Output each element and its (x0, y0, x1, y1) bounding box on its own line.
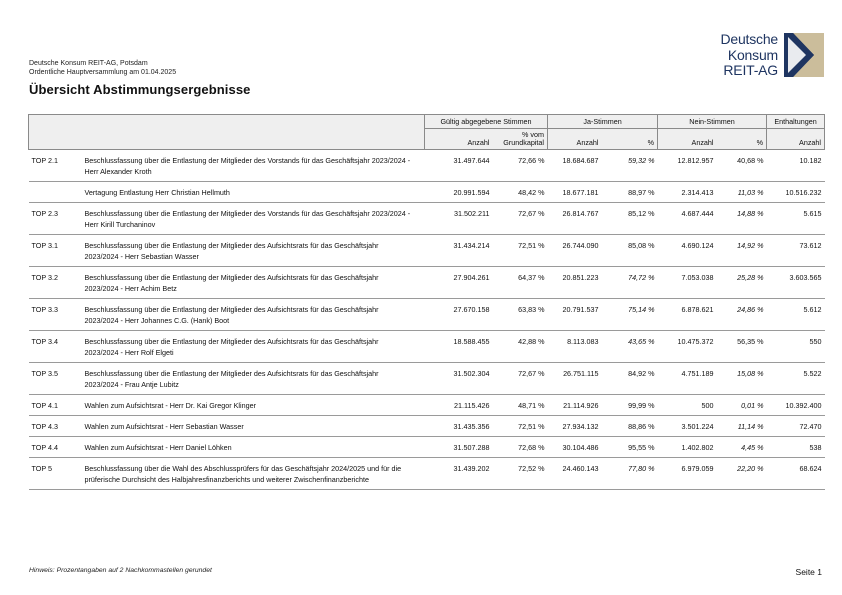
no-votes-count: 12.812.957 (658, 150, 717, 182)
logo-wordmark (720, 32, 778, 79)
no-votes-pct: 11,14 % (717, 416, 767, 437)
yes-votes-count: 20.851.223 (548, 267, 602, 299)
subheader-valid-pct-line1: % vom (522, 130, 545, 139)
valid-votes-count: 31.502.211 (425, 203, 493, 235)
yes-votes-count: 18.684.687 (548, 150, 602, 182)
no-votes-count: 6.878.621 (658, 299, 717, 331)
no-votes-pct: 14,92 % (717, 235, 767, 267)
header-no-votes: Nein-Stimmen (658, 115, 767, 129)
agenda-item-number: TOP 3.3 (29, 299, 81, 331)
no-votes-pct: 15,08 % (717, 363, 767, 395)
no-votes-count: 4.687.444 (658, 203, 717, 235)
subheader-yes-pct: % (602, 129, 658, 150)
subheader-abstain-count: Anzahl (767, 129, 825, 150)
no-votes-pct: 14,88 % (717, 203, 767, 235)
agenda-item-number: TOP 2.1 (29, 150, 81, 182)
no-votes-pct: 0,01 % (717, 395, 767, 416)
yes-votes-count: 24.460.143 (548, 458, 602, 490)
agenda-item-description: Beschlussfassung über die Entlastung der Mitglieder des Aufsichtsrats für das Geschäftsjahr 2023/2024 - Herr Sebastian Wasser (81, 235, 425, 267)
valid-votes-pct: 72,67 % (493, 203, 548, 235)
yes-votes-pct: 85,08 % (602, 235, 658, 267)
agenda-item-number: TOP 4.1 (29, 395, 81, 416)
yes-votes-count: 26.751.115 (548, 363, 602, 395)
no-votes-pct: 22,20 % (717, 458, 767, 490)
agenda-item-description: Beschlussfassung über die Entlastung der Mitglieder des Aufsichtsrats für das Geschäftsjahr 2023/2024 - Herr Achim Betz (81, 267, 425, 299)
abstentions-count: 73.612 (767, 235, 825, 267)
agenda-item-description: Beschlussfassung über die Wahl des Abschlussprüfers für das Geschäftsjahr 2024/2025 und für die prüferische Durchsicht des Halbjahresfinanzberichts und weiterer Zwischenfinanzberichte (81, 458, 425, 490)
yes-votes-pct: 75,14 % (602, 299, 658, 331)
document-meta (29, 59, 176, 77)
table-group-header (29, 115, 825, 129)
abstentions-count: 72.470 (767, 416, 825, 437)
valid-votes-count: 31.497.644 (425, 150, 493, 182)
agenda-item-description: Beschlussfassung über die Entlastung der Mitglieder des Aufsichtsrats für das Geschäftsjahr 2023/2024 - Herr Rolf Elgeti (81, 331, 425, 363)
yes-votes-pct: 88,86 % (602, 416, 658, 437)
valid-votes-count: 21.115.426 (425, 395, 493, 416)
logo-line-2: Konsum (727, 46, 778, 63)
agenda-item-number: TOP 2.3 (29, 203, 81, 235)
logo-mark-icon (784, 33, 824, 77)
yes-votes-count: 21.114.926 (548, 395, 602, 416)
no-votes-count: 7.053.038 (658, 267, 717, 299)
yes-votes-pct: 88,97 % (602, 182, 658, 203)
valid-votes-count: 18.588.455 (425, 331, 493, 363)
yes-votes-pct: 59,32 % (602, 150, 658, 182)
abstentions-count: 538 (767, 437, 825, 458)
table-row (29, 267, 825, 299)
valid-votes-pct: 72,51 % (493, 416, 548, 437)
yes-votes-count: 8.113.083 (548, 331, 602, 363)
yes-votes-pct: 85,12 % (602, 203, 658, 235)
agenda-item-description: Wahlen zum Aufsichtsrat - Herr Daniel Löhken (81, 437, 425, 458)
no-votes-pct: 40,68 % (717, 150, 767, 182)
valid-votes-pct: 64,37 % (493, 267, 548, 299)
header-yes-votes: Ja-Stimmen (548, 115, 658, 129)
table-row (29, 416, 825, 437)
yes-votes-count: 18.677.181 (548, 182, 602, 203)
valid-votes-count: 27.670.158 (425, 299, 493, 331)
no-votes-count: 2.314.413 (658, 182, 717, 203)
abstentions-count: 3.603.565 (767, 267, 825, 299)
agenda-item-number: TOP 3.4 (29, 331, 81, 363)
logo-line-3: REIT-AG (723, 62, 778, 78)
valid-votes-count: 20.991.594 (425, 182, 493, 203)
no-votes-count: 4.690.124 (658, 235, 717, 267)
no-votes-count: 6.979.059 (658, 458, 717, 490)
rounding-note: Hinweis: Prozentangaben auf 2 Nachkommastellen gerundet (29, 567, 212, 574)
agenda-item-number: TOP 4.4 (29, 437, 81, 458)
valid-votes-count: 31.435.356 (425, 416, 493, 437)
subheader-no-pct: % (717, 129, 767, 150)
abstentions-count: 68.624 (767, 458, 825, 490)
subheader-valid-count: Anzahl (425, 129, 493, 150)
valid-votes-pct: 72,51 % (493, 235, 548, 267)
abstentions-count: 5.522 (767, 363, 825, 395)
table-row (29, 395, 825, 416)
page-number: Seite 1 (795, 567, 822, 577)
yes-votes-pct: 84,92 % (602, 363, 658, 395)
valid-votes-count: 31.439.202 (425, 458, 493, 490)
yes-votes-pct: 74,72 % (602, 267, 658, 299)
agenda-item-description: Wahlen zum Aufsichtsrat - Herr Dr. Kai Gregor Klinger (81, 395, 425, 416)
valid-votes-count: 31.434.214 (425, 235, 493, 267)
yes-votes-pct: 95,55 % (602, 437, 658, 458)
meeting-line: Ordentliche Hauptversammlung am 01.04.2025 (29, 69, 177, 76)
agenda-item-number: TOP 3.1 (29, 235, 81, 267)
agenda-item-description: Beschlussfassung über die Entlastung der Mitglieder des Vorstands für das Geschäftsjahr 2023/2024 - Herr Alexander Kroth (81, 150, 425, 182)
valid-votes-pct: 63,83 % (493, 299, 548, 331)
agenda-item-description: Beschlussfassung über die Entlastung der Mitglieder des Vorstands für das Geschäftsjahr 2023/2024 - Herr Kirill Turchaninov (81, 203, 425, 235)
subheader-valid-pct-line2: Grundkapital (503, 138, 545, 147)
table-row (29, 150, 825, 182)
no-votes-pct: 4,45 % (717, 437, 767, 458)
abstentions-count: 550 (767, 331, 825, 363)
no-votes-pct: 56,35 % (717, 331, 767, 363)
valid-votes-count: 31.502.304 (425, 363, 493, 395)
yes-votes-pct: 43,65 % (602, 331, 658, 363)
agenda-item-description: Vertagung Entlastung Herr Christian Hellmuth (81, 182, 425, 203)
yes-votes-count: 20.791.537 (548, 299, 602, 331)
agenda-item-description: Beschlussfassung über die Entlastung der Mitglieder des Aufsichtsrats für das Geschäftsjahr 2023/2024 - Herr Johannes C.G. (Hank) Boot (81, 299, 425, 331)
agenda-item-number: TOP 3.2 (29, 267, 81, 299)
company-logo (706, 31, 824, 81)
agenda-item-number: TOP 5 (29, 458, 81, 490)
voting-results-table (28, 114, 825, 490)
no-votes-pct: 24,86 % (717, 299, 767, 331)
valid-votes-pct: 72,68 % (493, 437, 548, 458)
abstentions-count: 10.182 (767, 150, 825, 182)
abstentions-count: 10.392.400 (767, 395, 825, 416)
abstentions-count: 10.516.232 (767, 182, 825, 203)
abstentions-count: 5.615 (767, 203, 825, 235)
no-votes-count: 4.751.189 (658, 363, 717, 395)
no-votes-count: 3.501.224 (658, 416, 717, 437)
agenda-item-description: Beschlussfassung über die Entlastung der Mitglieder des Aufsichtsrats für das Geschäftsjahr 2023/2024 - Frau Antje Lubitz (81, 363, 425, 395)
no-votes-count: 500 (658, 395, 717, 416)
valid-votes-pct: 72,67 % (493, 363, 548, 395)
table-row (29, 182, 825, 203)
header-blank-cell (29, 115, 425, 150)
table-row (29, 235, 825, 267)
table-row (29, 363, 825, 395)
table-row (29, 458, 825, 490)
header-abstentions: Enthaltungen (767, 115, 825, 129)
valid-votes-pct: 72,52 % (493, 458, 548, 490)
table-row (29, 331, 825, 363)
no-votes-count: 10.475.372 (658, 331, 717, 363)
logo-line-1: Deutsche (720, 31, 778, 47)
yes-votes-count: 30.104.486 (548, 437, 602, 458)
table-row (29, 203, 825, 235)
no-votes-pct: 25,28 % (717, 267, 767, 299)
subheader-yes-count: Anzahl (548, 129, 602, 150)
header-valid-votes: Gültig abgegebene Stimmen (425, 115, 548, 129)
valid-votes-count: 27.904.261 (425, 267, 493, 299)
page-title: Übersicht Abstimmungsergebnisse (29, 82, 251, 97)
agenda-item-description: Wahlen zum Aufsichtsrat - Herr Sebastian Wasser (81, 416, 425, 437)
agenda-item-number (29, 182, 81, 203)
yes-votes-count: 26.814.767 (548, 203, 602, 235)
valid-votes-pct: 48,42 % (493, 182, 548, 203)
subheader-valid-pct (493, 129, 548, 150)
yes-votes-count: 26.744.090 (548, 235, 602, 267)
company-line: Deutsche Konsum REIT-AG, Potsdam (29, 60, 148, 67)
valid-votes-pct: 48,71 % (493, 395, 548, 416)
valid-votes-pct: 72,66 % (493, 150, 548, 182)
table-row (29, 437, 825, 458)
valid-votes-count: 31.507.288 (425, 437, 493, 458)
no-votes-count: 1.402.802 (658, 437, 717, 458)
agenda-item-number: TOP 3.5 (29, 363, 81, 395)
yes-votes-pct: 99,99 % (602, 395, 658, 416)
table-row (29, 299, 825, 331)
valid-votes-pct: 42,88 % (493, 331, 548, 363)
yes-votes-pct: 77,80 % (602, 458, 658, 490)
no-votes-pct: 11,03 % (717, 182, 767, 203)
subheader-no-count: Anzahl (658, 129, 717, 150)
abstentions-count: 5.612 (767, 299, 825, 331)
agenda-item-number: TOP 4.3 (29, 416, 81, 437)
yes-votes-count: 27.934.132 (548, 416, 602, 437)
